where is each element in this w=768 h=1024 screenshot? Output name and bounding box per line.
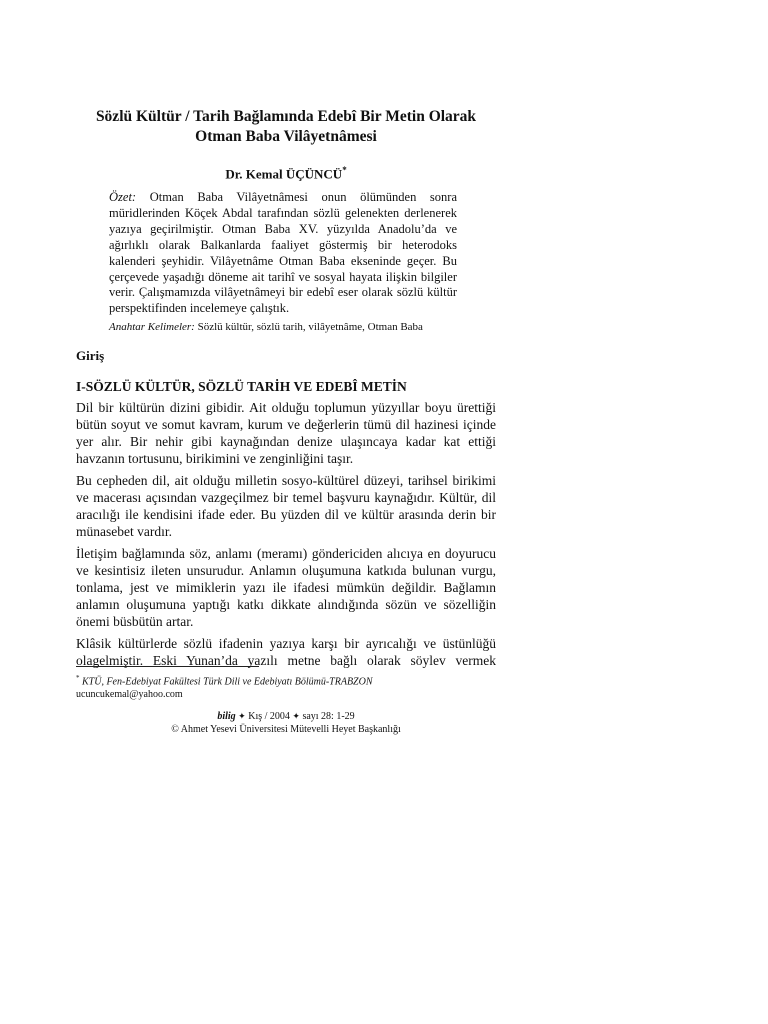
abstract-text: Otman Baba Vilâyetnâmesi onun ölümünden sonra müridlerinden Köçek Abdal tarafından sözlü gelenekten derlenerek yazıya geçirilmiştir. Otman Baba XV. yüzyılda Anadolu’da ve ağırlıklı olarak Balkanlarda faaliyet göstermiş bir heterodoks kalenderi şeyhidir. Vilâyetnâme Otman Baba ekseninde geçer. Bu çerçevede yaşadığı döneme ait tarihî ve sosyal hayata ilişkin bilgiler verir. Çalışmamızda vilâyetnâmeyi bir edebî eser olarak sözlü kültür perspektifinden incelemeye çalıştık. [109,190,458,316]
keywords-text: Sözlü kültür, sözlü tarih, vilâyetnâme, Otman Baba [197,321,423,333]
affiliation-text: KTÜ, Fen-Edebiyat Fakültesi Türk Dili ve Edebiyatı Bölümü-TRABZON [82,676,373,688]
intro-heading: Giriş [76,348,105,363]
author-text: Dr. Kemal ÜÇÜNCÜ [225,166,343,182]
title-line-2: Otman Baba Vilâyetnâmesi [195,128,377,145]
footnote-email: ucuncukemal@yahoo.com [76,689,183,700]
abstract-label: Özet: [109,190,137,204]
author-name [76,165,496,182]
author-footnote-mark: * [342,165,347,175]
paragraph: İletişim bağlamında söz, anlamı (meramı) göndericiden alıcıya en doyurucu ve kesintisiz ileten unsurudur. Anlamın oluşumuna katkıda bulunan vurgu, tonlama, jest ve mimiklerin yazı ile ifadesi mümkün değildir. Bağlamın anlamın oluşumuna yaptığı katkı dikkate alındığında sözün ve sözelliğin önemi büsbütün artar. [76,546,496,629]
paragraph: Bu cepheden dil, ait olduğu milletin sosyo-kültürel düzeyi, tarihsel birikimi ve macerası açısından vazgeçilmez bir temel başvuru kaynağıdır. Kültür, dil aracılığı ile kendisini ifade eder. Bu yüzden dil ve kültür arasında derin bir münasebet vardır. [76,473,496,539]
footnote-mark: * [76,674,80,682]
abstract [109,190,457,317]
keywords [109,321,469,333]
star-icon: ✦ [238,711,246,721]
keywords-label: Anahtar Kelimeler: [109,321,195,333]
journal-info [76,711,496,722]
body-text [76,399,496,674]
journal-issue: Kış / 2004 [248,711,290,722]
footnote-affiliation [76,674,373,687]
footnote-divider [76,666,259,667]
star-icon: ✦ [292,711,300,721]
section-heading: I-SÖZLÜ KÜLTÜR, SÖZLÜ TARİH VE EDEBÎ METİN [76,379,407,394]
copyright-notice: © Ahmet Yesevi Üniversitesi Mütevelli Heyet Başkanlığı [171,724,401,735]
paper-title [76,107,496,147]
paragraph: Dil bir kültürün dizini gibidir. Ait olduğu toplumun yüzyıllar boyu ürettiği bütün soyut ve somut kavram, kurum ve değerlerin tümü dil hazinesi içinde yer alır. Bir nehir gibi kaynağından denize ulaşıncaya kadar kat ettiği havzanın tortusunu, birikimini ve zenginliğini taşır. [76,400,496,466]
journal-volume: sayı 28: 1-29 [302,711,355,722]
paragraph: Klâsik kültürlerde sözlü ifadenin yazıya karşı bir ayrıcalığı ve üstünlüğü olagelmiştir. Eski Yunan’da yazılı metne bağlı olarak söylev vermek [76,636,496,668]
journal-name: bilig [217,711,236,722]
title-line-1: Sözlü Kültür / Tarih Bağlamında Edebî Bir Metin Olarak [95,108,477,125]
